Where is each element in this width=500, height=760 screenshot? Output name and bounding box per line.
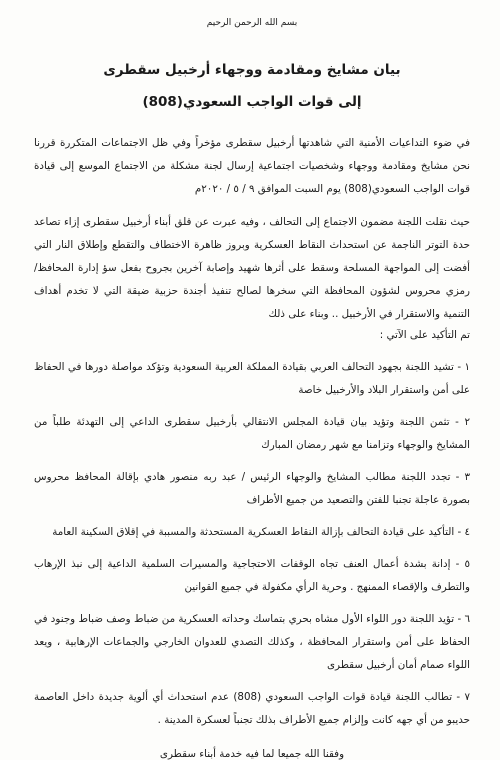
list-item: ١ - تشيد اللجنة بجهود التحالف العربي بقيادة المملكة العربية السعودية وتؤكد مواصلة دورها في الحفاظ على أمن واستقرار البلاد والأرخبيل خاصة bbox=[34, 361, 470, 396]
closing-line: وفقنا الله جميعا لما فيه خدمة أبناء سقطرى bbox=[159, 748, 345, 760]
list-item: ٦ - تؤيد اللجنة دور اللواء الأول مشاه بحري بتماسك وحداته العسكرية من ضباط وصف ضباط وجنود في الحفاظ على أمن واستقرار المحافظة ، وكذلك التصدي للعدوان الخارجي والجماعات الإرهابية ، ويعد اللواء صمام أمان أرخبيل سقطرى bbox=[34, 613, 470, 671]
intro-paragraph: في ضوء التداعيات الأمنية التي شاهدتها أرخبيل سقطرى مؤخراً وفي ظل الاجتماعات المتكررة قررنا نحن مشايخ ومقادمة ووجهاء وشخصيات اجتماعية إرسال لجنة مشكلة من الاجتماع الموسع إلى قيادة قوات الواجب السعودي(808) يوم السبت الموافق ٩ / ٥ / ٢٠٢٠م bbox=[34, 137, 470, 195]
document-title: بيان مشايخ ومقادمة ووجهاء أرخبيل سقطرى bbox=[103, 62, 401, 78]
list-item: ٤ - التأكيد على قيادة التحالف بإزالة النقاط العسكرية المستحدثة والمسببة في إقلاق السكينة العامة bbox=[52, 526, 470, 538]
list-item: ٥ - إدانة بشدة أعمال العنف تجاه الوقفات الاحتجاجية والمسيرات السلمية الداعية إلى نبذ الإرهاب والتطرف والإقصاء الممنهج . وحرية الرأي مكفولة في جميع القوانين bbox=[34, 558, 470, 593]
list-lead: تم التأكيد على الآتي : bbox=[379, 329, 470, 341]
basmala: بسم الله الرحمن الرحيم bbox=[206, 18, 298, 28]
list-item: ٧ - تطالب اللجنة قيادة قوات الواجب السعودي (808) عدم استحداث أي ألوية جديدة داخل العاصمة حديبو من أي جهه كانت وإلزام جميع الأطراف بذلك تجنباً لعسكرة المدينة . bbox=[34, 691, 471, 726]
list-item: ٣ - تجدد اللجنة مطالب المشايخ والوجهاء الرئيس / عبد ربه منصور هادي بإقالة المحافظ محروس بصورة عاجلة تجنبا للفتن والتصعيد من جميع الأطراف bbox=[34, 471, 470, 506]
body-paragraph: حيث نقلت اللجنة مضمون الاجتماع إلى التحالف ، وفيه عبرت عن قلق أبناء أرخبيل سقطرى إزاء تصاعد حدة التوتر الناجمة عن استحداث النقاط العسكرية وبروز ظاهرة الاختطاف والتقطع وإطلاق النار التي أفضت إلى المواجهة المسلحة وسقط على أثرها شهيد وإصابة آخرين بجروح بفعل سؤ إدارة المحافظ/ رمزي محروس لشؤون المحافظة التي سخرها لصالح تنفيذ أجندة حزبية ضيقة التي لا تخدم أهداف التنمية والاستقرار في الأرخبيل .. وبناء على ذلك bbox=[34, 216, 470, 320]
document-subtitle: إلى قوات الواجب السعودي(808) bbox=[142, 94, 362, 110]
list-item: ٢ - تثمن اللجنة وتؤيد بيان قيادة المجلس الانتقالي بأرخبيل سقطرى الداعي إلى التهدئة طلباً من المشايخ والوجهاء وتزامنا مع شهر رمضان المبارك bbox=[34, 416, 470, 451]
